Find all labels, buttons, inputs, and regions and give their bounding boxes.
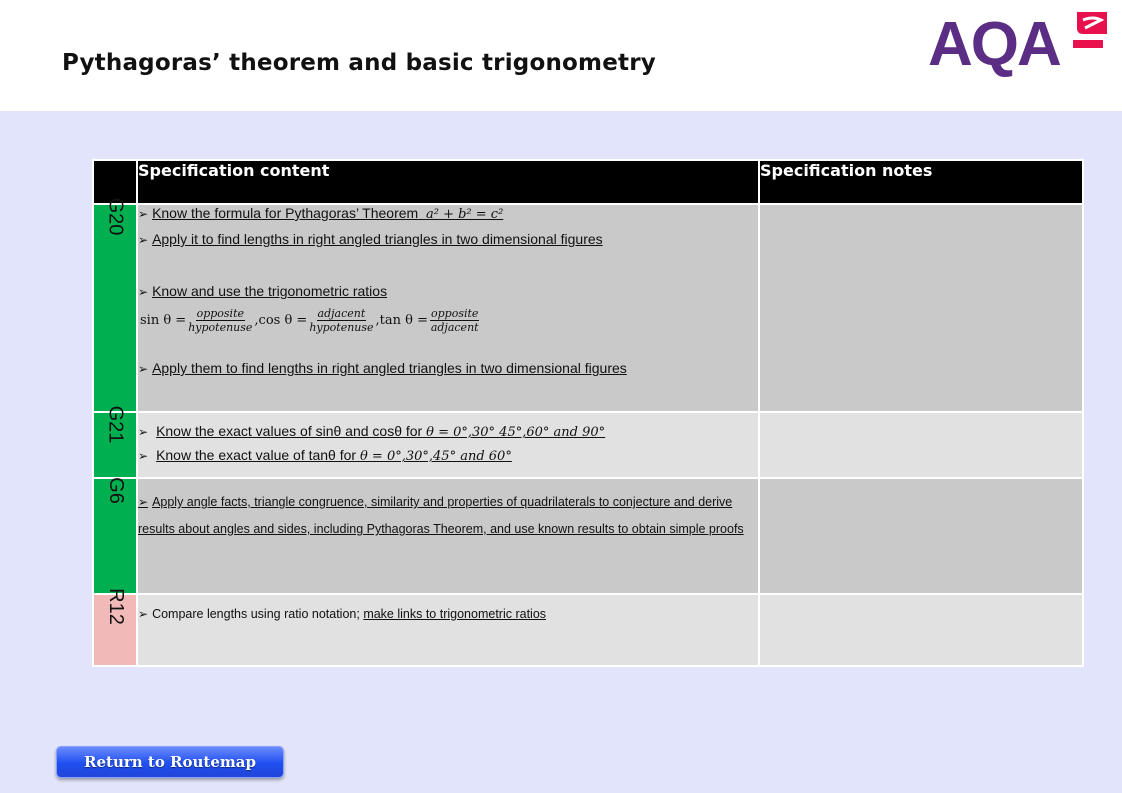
- arrow-bullet-icon: ➢: [138, 285, 149, 299]
- list-item: [138, 489, 758, 543]
- content-cell: [137, 594, 759, 666]
- code-cell: [93, 478, 137, 594]
- sin-label: sin θ =: [140, 313, 187, 328]
- aqa-logo: [928, 10, 1112, 79]
- code-label: G21: [104, 405, 127, 444]
- plain-text: Compare lengths using ratio notation;: [152, 607, 360, 621]
- content-cell: [137, 412, 759, 478]
- header-spec-content: Specification content: [137, 160, 759, 204]
- notes-cell: [759, 594, 1083, 666]
- content-cell: [137, 478, 759, 594]
- sin-fraction: $\frac{\text{opposite}}{\text{hypotenuse}}$: [188, 307, 253, 334]
- code-label: G6: [104, 477, 127, 504]
- list-item: [138, 283, 758, 301]
- code-label: R12: [104, 588, 127, 625]
- notes-cell: [759, 478, 1083, 594]
- list-item: [138, 205, 758, 223]
- header-bar: [0, 0, 1122, 111]
- pythagoras-formula: a² + b² = c²: [425, 207, 504, 222]
- arrow-bullet-icon: ➢: [138, 362, 149, 376]
- list-item: [138, 447, 758, 465]
- table-row-r12: [93, 594, 1083, 666]
- trig-link: make links to trigonometric ratios: [363, 607, 547, 621]
- arrow-bullet-icon: ➢: [138, 495, 149, 509]
- bullet-text: Know the exact value of tanθ for θ = 0°,30°,45° and 60°: [156, 447, 512, 464]
- code-cell: [93, 405, 137, 478]
- bullet-text: Know the formula for Pythagoras’ Theorem a² + b² = c²: [152, 205, 504, 222]
- cos-fraction: $\frac{\text{adjacent}}{\text{hypotenuse}}$: [309, 307, 374, 334]
- arrow-bullet-icon: ➢: [138, 233, 149, 247]
- table-row-g21: [93, 412, 1083, 478]
- table-row-g6: [93, 478, 1083, 594]
- table-header-row: [93, 160, 1083, 204]
- list-item: [138, 231, 758, 249]
- arrow-bullet-icon: ➢: [138, 449, 149, 463]
- list-item: [138, 360, 758, 378]
- code-cell: [93, 588, 137, 666]
- tan-label: ,tan θ =: [375, 313, 428, 328]
- notes-cell: [759, 204, 1083, 412]
- logo-mark-icon: [1073, 10, 1109, 50]
- code-cell: [93, 197, 137, 412]
- content-cell: [137, 204, 759, 412]
- tan-fraction: $\frac{\text{opposite}}{\text{adjacent}}$: [430, 307, 479, 334]
- return-to-routemap-button[interactable]: Return to Routemap: [56, 746, 284, 778]
- specification-table: [92, 159, 1084, 667]
- table-row-g20: [93, 204, 1083, 412]
- bullet-text: ➢ Apply angle facts, triangle congruence, similarity and properties of quadrilaterals to conjecture and derive results about angles and sides, including Pythagoras Theorem, and use known results to obtain simple proofs: [138, 495, 744, 536]
- notes-cell: [759, 412, 1083, 478]
- trig-ratios: [140, 307, 758, 334]
- arrow-bullet-icon: ➢: [138, 207, 149, 221]
- arrow-bullet-icon: ➢: [138, 425, 149, 439]
- code-label: G20: [104, 197, 127, 236]
- cos-label: ,cos θ =: [254, 313, 308, 328]
- bullet-text: Know the exact values of sinθ and cosθ for θ = 0°,30° 45°,60° and 90°: [156, 423, 606, 440]
- header-spec-notes: Specification notes: [759, 160, 1083, 204]
- list-item: [138, 423, 758, 441]
- logo-text: AQA: [928, 10, 1060, 79]
- bullet-text: Apply them to find lengths in right angled triangles in two dimensional figures: [152, 360, 627, 376]
- page-title: Pythagoras’ theorem and basic trigonometry: [62, 50, 656, 76]
- bullet-text: Apply it to find lengths in right angled triangles in two dimensional figures: [152, 231, 603, 247]
- bullet-text: Know and use the trigonometric ratios: [152, 283, 388, 299]
- arrow-bullet-icon: ➢: [138, 607, 149, 621]
